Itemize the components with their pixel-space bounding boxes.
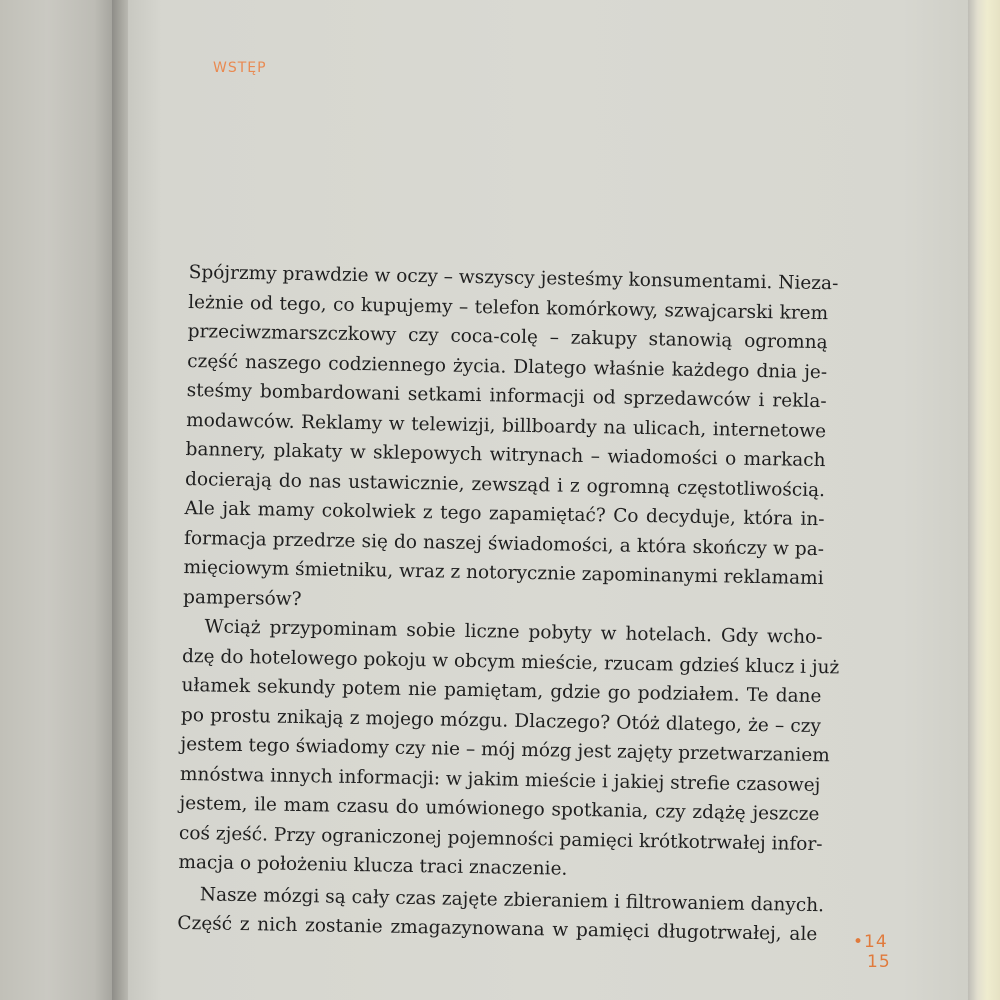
text-line: Ale jak mamy cokolwiek z tego zapamiętać? Co decyduje, która in- [184, 497, 825, 531]
text-line: Spójrzmy prawdzie w oczy – wszyscy jesteśmy konsumentami. Nieza- [188, 261, 839, 295]
page-number-right: 15 [867, 952, 891, 972]
text-line: jestem tego świadomy czy nie – mój mózg jest zajęty przetwarzaniem [180, 733, 830, 767]
text-line: część naszego codziennego życia. Dlatego właśnie każdego dnia je- [187, 350, 828, 383]
text-line: macja o położeniu klucza traci znaczenie. [178, 851, 568, 880]
text-line: docierają do nas ustawicznie, zewsząd i z ogromną częstotliwością. [184, 468, 826, 501]
left-page-edge [0, 0, 118, 1000]
text-line: formacja przedrze się do naszej świadomości, a która skończy w pa- [183, 527, 825, 560]
text-line: Część z nich zostanie zmagazynowana w pamięci długotrwałej, ale [177, 912, 818, 946]
page-numbers [853, 932, 891, 972]
page-stack-edge [968, 0, 1000, 1000]
text-line: jestem, ile mam czasu do umówionego spotkania, czy zdążę jeszcze [179, 792, 820, 826]
text-line: mnóstwa innych informacji: w jakim mieście i jakiej strefie czasowej [179, 763, 821, 796]
text-line: leżnie od tego, co kupujemy – telefon komórkowy, szwajcarski krem [188, 291, 829, 324]
page-number-left: •14 [853, 932, 888, 952]
text-line: pampersów? [182, 586, 302, 610]
text-line: coś zjeść. Przy ograniczonej pojemności pamięci krótkotrwałej infor- [178, 822, 823, 855]
text-line: steśmy bombardowani setkami informacji od sprzedawców i rekla- [186, 379, 827, 413]
text-line: modawców. Reklamy w telewizji, billboardy na ulicach, internetowe [185, 409, 827, 442]
text-line: po prostu znikają z mojego mózgu. Dlaczego? Otóż dlatego, że – czy [180, 704, 822, 737]
text-line: dzę do hotelowego pokoju w obcym mieście, rzucam gdzieś klucz i już [181, 645, 840, 678]
text-line: Wciąż przypominam sobie liczne pobyty w hotelach. Gdy wcho- [204, 616, 823, 649]
section-header: WSTĘP [213, 60, 267, 76]
text-line: mięciowym śmietniku, wraz z notorycznie zapominanymi reklamami [183, 556, 824, 590]
text-line: bannery, plakaty w sklepowych witrynach – wiadomości o markach [185, 438, 826, 472]
body-text [177, 258, 840, 950]
text-line: ułamek sekundy potem nie pamiętam, gdzie go podziałem. Te dane [181, 674, 822, 708]
text-line: Nasze mózgi są cały czas zajęte zbieraniem i filtrowaniem danych. [199, 883, 825, 916]
text-line: przeciwzmarszczkowy czy coca-colę – zakupy stanowią ogromną [187, 320, 828, 354]
